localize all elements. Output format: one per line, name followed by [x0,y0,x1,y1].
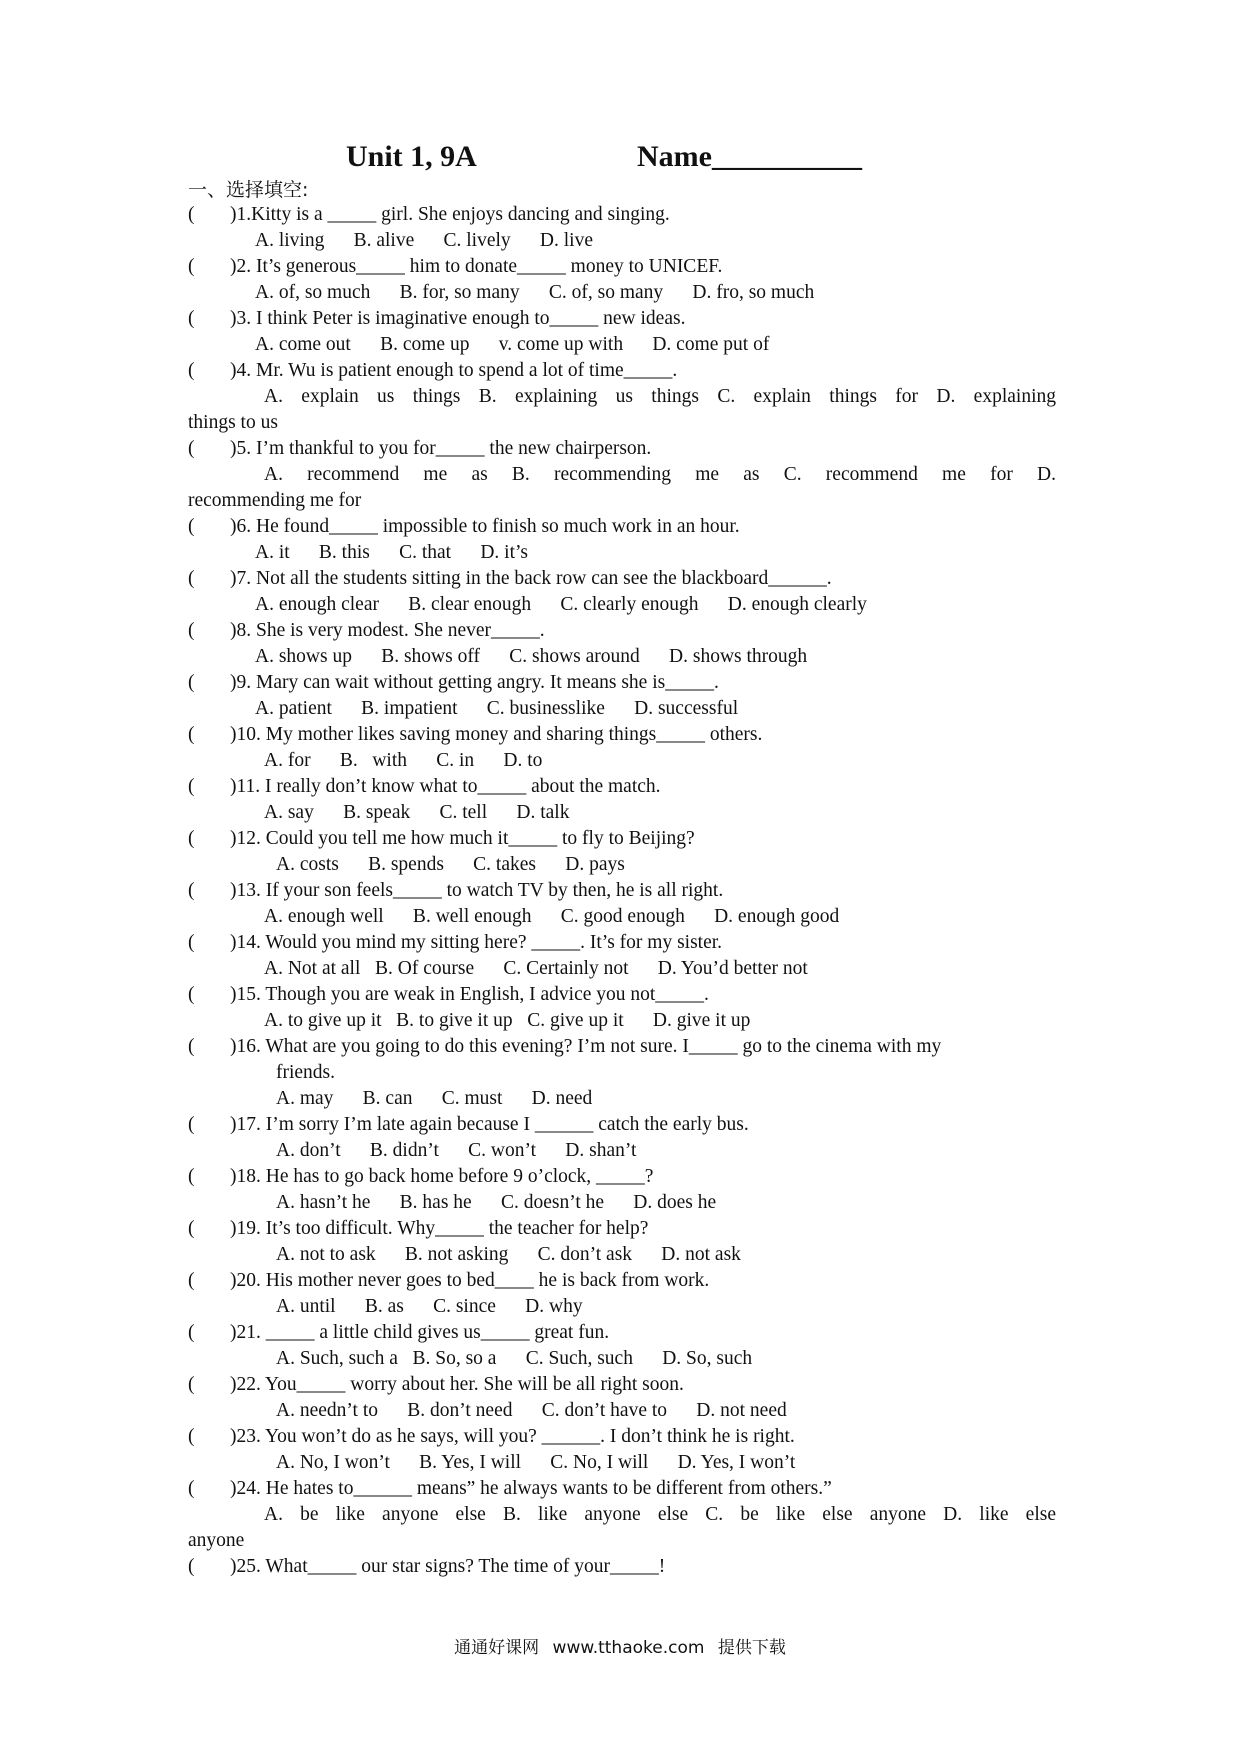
worksheet-title: Unit 1, 9A [346,140,477,173]
answer-blank: ( [188,1036,195,1057]
answer-options: A. don’t B. didn’t C. won’t D. shan’t [276,1140,637,1161]
answer-options: A. enough well B. well enough C. good enough D. enough good [264,906,840,927]
question-item [188,1424,1056,1476]
title-row [0,140,1240,184]
question-stem [188,670,1056,696]
answer-options: A. costs B. spends C. takes D. pays [276,854,625,875]
question-text: )22. You_____ worry about her. She will be all right soon. [230,1374,684,1395]
question-item [188,618,1056,670]
question-item [188,878,1056,930]
answer-blank: ( [188,204,195,225]
question-stem [188,1424,1056,1450]
question-item [188,722,1056,774]
question-stem [188,1164,1056,1190]
question-item [188,1216,1056,1268]
question-text: )5. I’m thankful to you for_____ the new chairperson. [230,438,652,459]
question-item [188,358,1056,436]
question-stem [188,436,1056,462]
answer-options-continued: anyone [188,1530,245,1551]
answer-options: A. recommend me as B. recommending me as C. recommend me for D. [264,464,1056,485]
question-item [188,436,1056,514]
question-stem [188,774,1056,800]
answer-blank: ( [188,672,195,693]
question-text: )10. My mother likes saving money and sharing things_____ others. [230,724,763,745]
question-text-continued: friends. [276,1062,336,1083]
question-stem [188,1216,1056,1242]
question-text: )13. If your son feels_____ to watch TV by then, he is all right. [230,880,724,901]
answer-blank: ( [188,724,195,745]
question-text: )9. Mary can wait without getting angry. It means she is_____. [230,672,719,693]
name-field-label: Name__________ [637,140,862,173]
question-text: )18. He has to go back home before 9 o’clock, _____? [230,1166,654,1187]
answer-options: A. Not at all B. Of course C. Certainly not D. You’d better not [264,958,808,979]
question-stem [188,826,1056,852]
answer-blank: ( [188,1166,195,1187]
question-stem [188,358,1056,384]
question-text: )8. She is very modest. She never_____. [230,620,545,641]
question-item [188,1320,1056,1372]
question-text: )1.Kitty is a _____ girl. She enjoys dancing and singing. [230,204,670,225]
question-text: )15. Though you are weak in English, I advice you not_____. [230,984,709,1005]
answer-options: A. patient B. impatient C. businesslike D. successful [255,698,739,719]
question-text: )25. What_____ our star signs? The time of your_____! [230,1556,666,1577]
question-stem [188,1476,1056,1502]
answer-blank: ( [188,516,195,537]
answer-options: A. enough clear B. clear enough C. clearly enough D. enough clearly [255,594,867,615]
answer-options: A. for B. with C. in D. to [264,750,543,771]
question-stem [188,982,1056,1008]
answer-blank: ( [188,1270,195,1291]
answer-options: A. say B. speak C. tell D. talk [264,802,570,823]
answer-options: A. shows up B. shows off C. shows around D. shows through [255,646,808,667]
answer-blank: ( [188,256,195,277]
question-item [188,1268,1056,1320]
answer-options: A. may B. can C. must D. need [276,1088,593,1109]
question-item [188,1372,1056,1424]
question-stem [188,1034,1056,1060]
answer-blank: ( [188,1426,195,1447]
question-stem [188,202,1056,228]
question-stem [188,306,1056,332]
answer-options: A. explain us things B. explaining us things C. explain things for D. explaining [264,386,1056,407]
question-text: )17. I’m sorry I’m late again because I ______ catch the early bus. [230,1114,749,1135]
answer-blank: ( [188,1374,195,1395]
answer-blank: ( [188,828,195,849]
question-stem [188,566,1056,592]
answer-blank: ( [188,438,195,459]
question-item [188,566,1056,618]
question-stem [188,1554,1056,1580]
answer-options: A. hasn’t he B. has he C. doesn’t he D. does he [276,1192,717,1213]
answer-blank: ( [188,1478,195,1499]
answer-options: A. to give up it B. to give it up C. give up it D. give it up [264,1010,751,1031]
question-text: )6. He found_____ impossible to finish so much work in an hour. [230,516,740,537]
question-text: )21. _____ a little child gives us_____ great fun. [230,1322,610,1343]
question-item [188,254,1056,306]
question-stem [188,1112,1056,1138]
question-text: )2. It’s generous_____ him to donate_____ money to UNICEF. [230,256,723,277]
footer-site-name: 通通好课网 [454,1638,540,1658]
question-stem [188,1372,1056,1398]
question-item [188,202,1056,254]
question-text: )4. Mr. Wu is patient enough to spend a lot of time_____. [230,360,678,381]
question-stem [188,514,1056,540]
question-stem [188,1320,1056,1346]
question-text: )20. His mother never goes to bed____ he is back from work. [230,1270,710,1291]
question-item [188,982,1056,1034]
question-item [188,1164,1056,1216]
question-list [188,202,1056,1580]
question-stem [188,930,1056,956]
question-text: )14. Would you mind my sitting here? _____. It’s for my sister. [230,932,723,953]
question-item [188,930,1056,982]
answer-options-continued: things to us [188,412,278,433]
section-heading: 一、选择填空: [188,179,309,201]
footer-suffix: 提供下载 [717,1638,786,1658]
answer-blank: ( [188,1322,195,1343]
question-text: )19. It’s too difficult. Why_____ the teacher for help? [230,1218,649,1239]
answer-blank: ( [188,620,195,641]
question-stem [188,878,1056,904]
answer-options: A. come out B. come up v. come up with D. come put of [255,334,770,355]
question-item [188,514,1056,566]
question-item [188,1034,1056,1112]
question-item [188,1112,1056,1164]
question-item [188,826,1056,878]
question-item [188,306,1056,358]
footer-url: www.tthaoke.com [552,1638,705,1658]
question-text: )3. I think Peter is imaginative enough to_____ new ideas. [230,308,686,329]
answer-blank: ( [188,932,195,953]
answer-blank: ( [188,984,195,1005]
question-text: )23. You won’t do as he says, will you? ______. I don’t think he is right. [230,1426,795,1447]
answer-blank: ( [188,1114,195,1135]
question-item [188,670,1056,722]
question-stem [188,1268,1056,1294]
question-item [188,1554,1056,1580]
question-text: )7. Not all the students sitting in the back row can see the blackboard______. [230,568,832,589]
answer-options: A. No, I won’t B. Yes, I will C. No, I will D. Yes, I won’t [276,1452,796,1473]
answer-options: A. be like anyone else B. like anyone else C. be like else anyone D. like else [264,1504,1056,1525]
question-stem [188,618,1056,644]
question-text: )12. Could you tell me how much it_____ to fly to Beijing? [230,828,695,849]
answer-blank: ( [188,776,195,797]
question-stem [188,254,1056,280]
answer-options-continued: recommending me for [188,490,362,511]
answer-options: A. it B. this C. that D. it’s [255,542,529,563]
question-item [188,774,1056,826]
answer-blank: ( [188,568,195,589]
answer-blank: ( [188,880,195,901]
answer-options: A. Such, such a B. So, so a C. Such, such D. So, such [276,1348,753,1369]
answer-blank: ( [188,360,195,381]
answer-options: A. until B. as C. since D. why [276,1296,583,1317]
question-item [188,1476,1056,1554]
question-text: )24. He hates to______ means” he always wants to be different from others.” [230,1478,832,1499]
answer-blank: ( [188,308,195,329]
answer-blank: ( [188,1218,195,1239]
answer-options: A. living B. alive C. lively D. live [255,230,593,251]
question-text: )16. What are you going to do this evening? I’m not sure. I_____ go to the cinema with my [230,1036,942,1057]
answer-options: A. not to ask B. not asking C. don’t ask D. not ask [276,1244,741,1265]
question-stem [188,722,1056,748]
answer-blank: ( [188,1556,195,1577]
question-text: )11. I really don’t know what to_____ about the match. [230,776,661,797]
answer-options: A. of, so much B. for, so many C. of, so many D. fro, so much [255,282,815,303]
footer [0,1633,1240,1658]
answer-options: A. needn’t to B. don’t need C. don’t have to D. not need [276,1400,787,1421]
